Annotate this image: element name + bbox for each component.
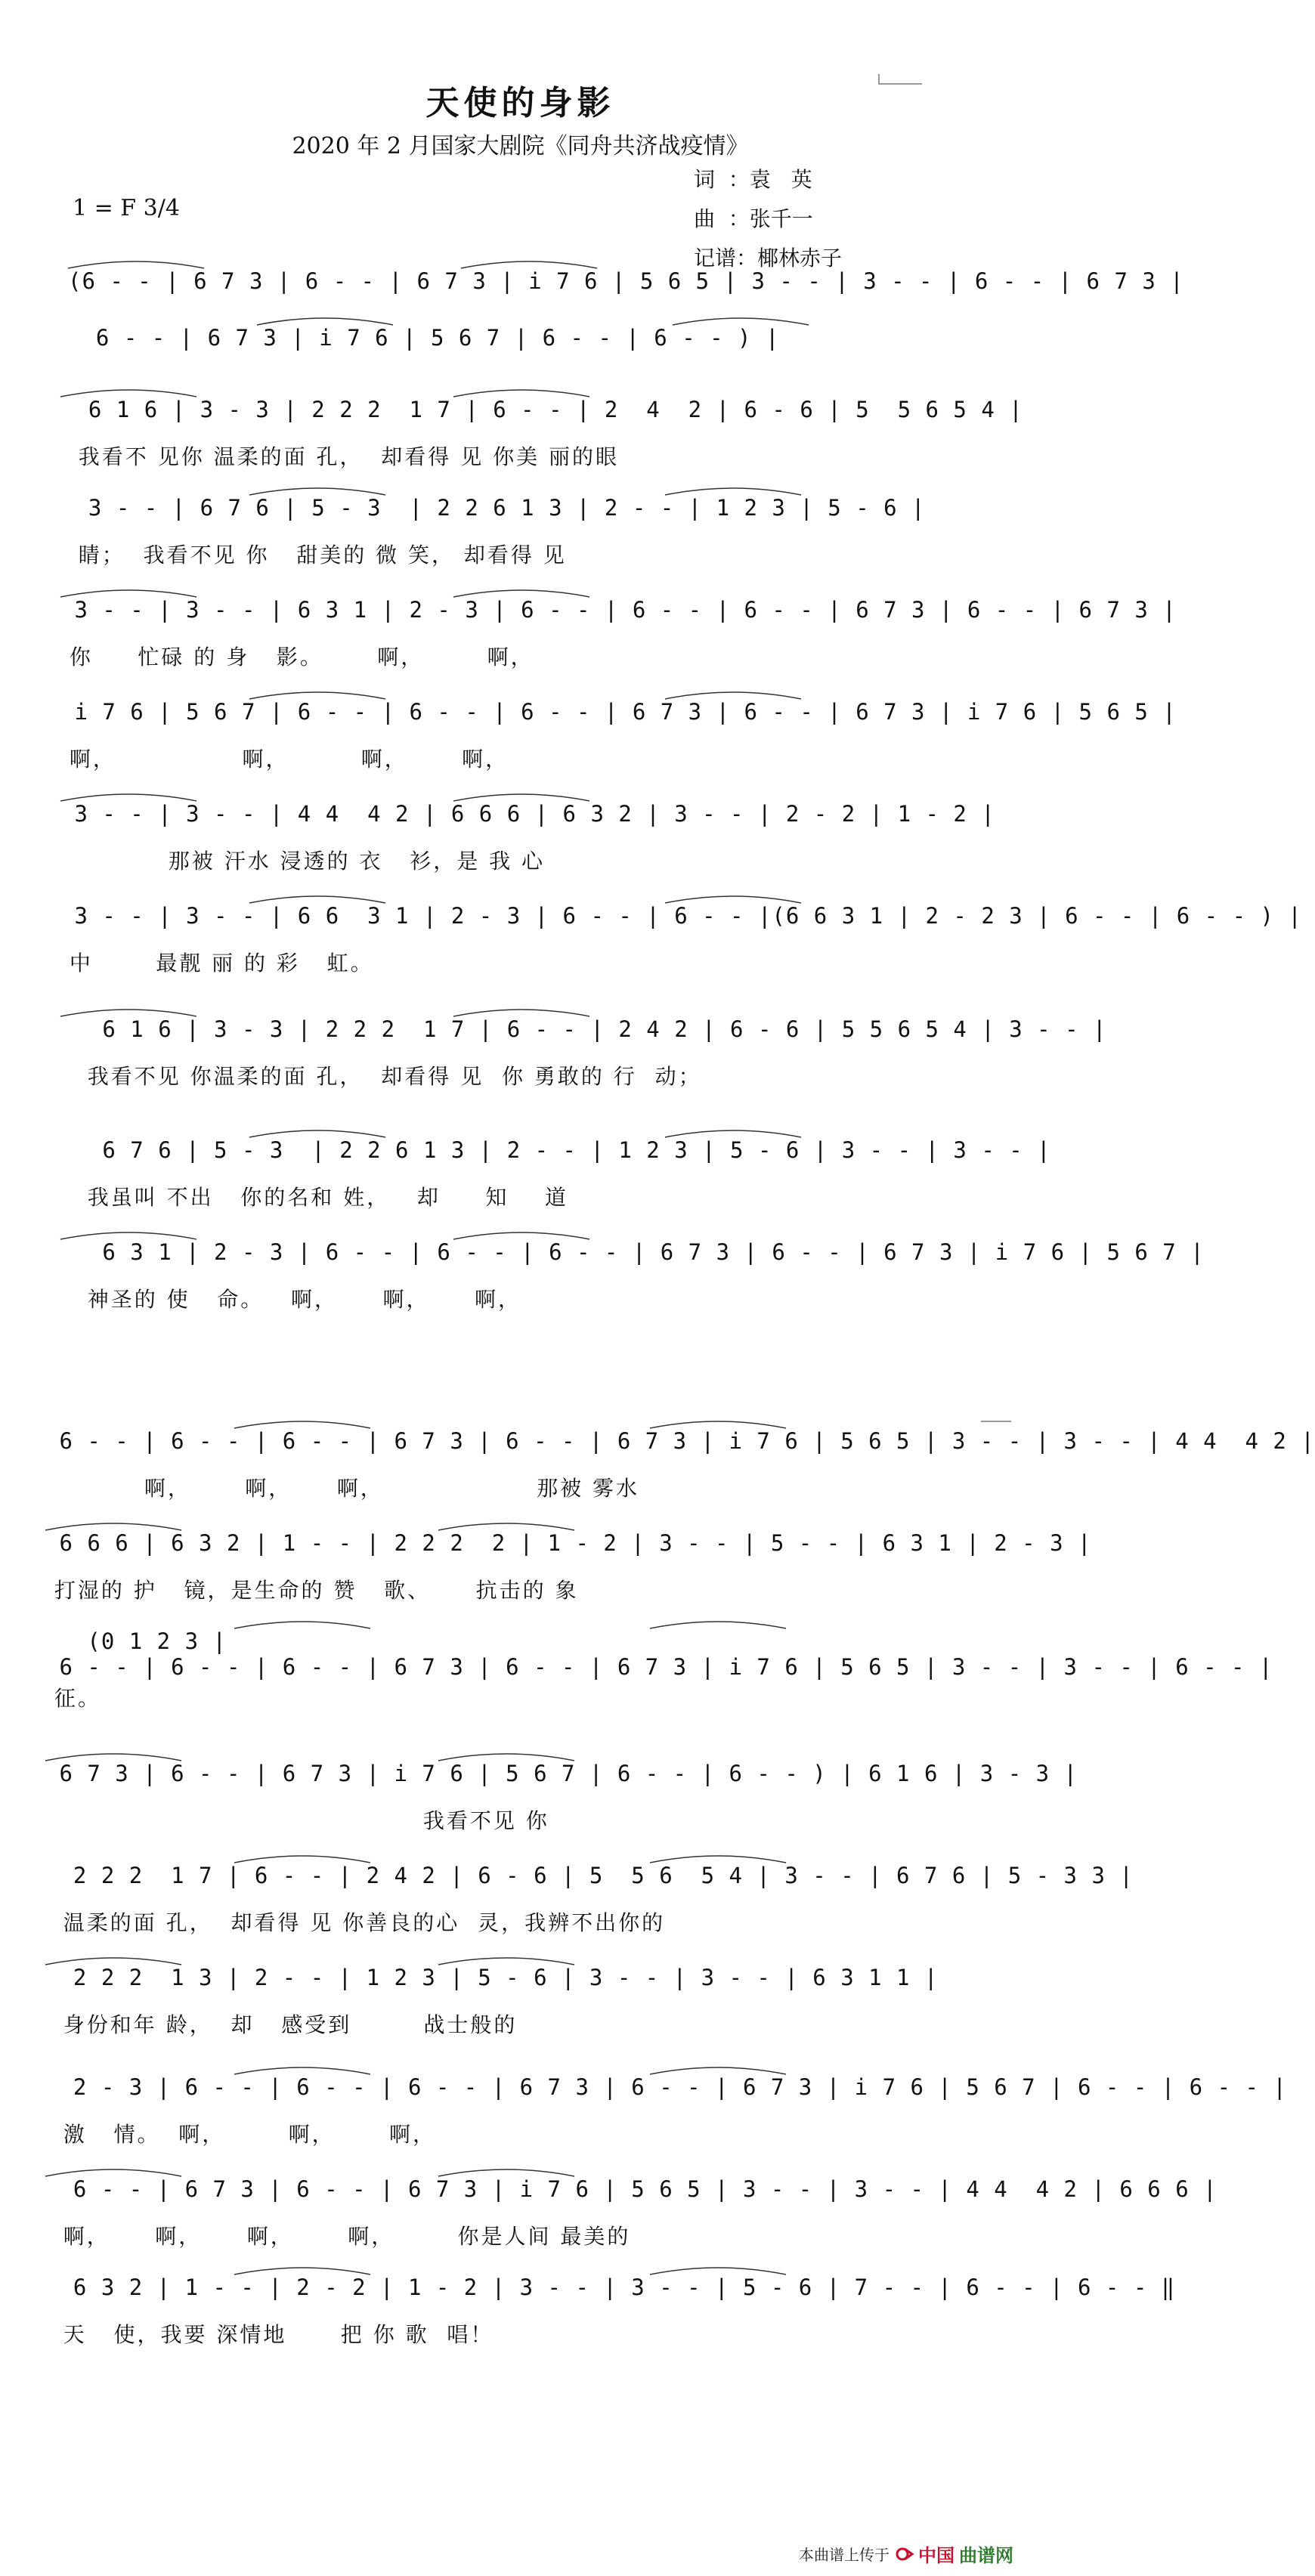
lyrics-line: 温柔的面 孔， 却看得 见 你善良的心 灵，我辨不出你的 [45,1910,666,1935]
composer: 曲 ：张千一 [694,206,813,231]
tie-arcs [60,382,1101,398]
tie-arcs [60,1122,1101,1139]
tie-arcs [45,2259,1086,2276]
notation-line: 6 1 6 | 3 - 3 | 2 2 2 1 7 | 6 - - | 2 4 2 | 6 - 6 | 5 5 6 5 4 | 3 - - | [60,1016,1107,1042]
lyrics-line: 神圣的 使 命。 啊， 啊， 啊， [60,1287,522,1312]
lyrics-line: 天 使，我要 深情地 把 你 歌 唱！ [45,2322,494,2347]
notation-line: 6 3 1 | 2 - 3 | 6 - - | 6 - - | 6 - - | 6 7 3 | 6 - - | 6 7 3 | i 7 6 | 5 6 7 | [60,1239,1205,1265]
notation-line: 3 - - | 3 - - | 6 6 3 1 | 2 - 3 | 6 - - | 6 - - |(6 6 3 1 | 2 - 2 3 | 6 - - | 6 - - ) | [60,903,1302,929]
tie-arc [249,896,385,903]
notation-line: 6 3 2 | 1 - - | 2 - 2 | 1 - 2 | 3 - - | 3 - - | 5 - 6 | 7 - - | 6 - - | 6 - - ‖ [45,2274,1176,2300]
song-title: 天使的身影 [425,84,615,122]
lyrics-line: 我看不 见你 温柔的面 孔， 却看得 见 你美 丽的眼 [60,444,620,469]
tie-arcs [60,888,1101,905]
song-subtitle: 2020 年 2 月国家大剧院《同舟共济战疫情》 [292,133,749,159]
tie-arcs [60,684,1101,700]
lyrics-line: 打湿的 护 镜，是生命的 赞 歌、 抗击的 象 [45,1578,579,1603]
tie-arcs [68,310,1109,326]
lyrics-line: 我看不见 你温柔的面 孔， 却看得 见 你 勇敢的 行 动； [60,1064,702,1089]
lyrics-line: 啊， 啊， 啊， 啊， [60,747,509,772]
lyrics-line: 身份和年 龄， 却 感受到 战士般的 [45,2012,518,2037]
tie-arcs [60,786,1101,802]
tie-arc [45,2169,181,2176]
site-name-red: 中国 [918,2545,955,2566]
tie-arc [461,261,597,268]
tie-arcs [45,1848,1086,1864]
tie-arcs [45,1413,1086,1430]
lyrics-line: 睛； 我看不见 你 甜美的 微 笑， 却看得 见 [60,543,567,567]
tie-arc [234,2268,370,2274]
tie-arc [665,896,801,903]
lyrics-line: 激 情。 啊， 啊， 啊， [45,2122,437,2147]
tie-arc [249,488,385,495]
notation-line: 6 7 3 | 6 - - | 6 7 3 | i 7 6 | 5 6 7 | 6 - - | 6 - - ) | 6 1 6 | 3 - 3 | [45,1761,1078,1786]
tie-arc [68,261,204,268]
notation-line: 2 - 3 | 6 - - | 6 - - | 6 - - | 6 7 3 | 6 - - | 6 7 3 | i 7 6 | 5 6 7 | 6 - - | 6 - - | [45,2074,1287,2100]
tie-arc [438,1754,574,1761]
notation-line: 6 - - | 6 7 3 | i 7 6 | 5 6 7 | 6 - - | 6 - - ) | [68,325,780,351]
tie-arc [45,1754,181,1761]
key-signature: 1 = F 3/4 [73,195,180,221]
tie-arc [650,1856,786,1863]
lyrics-line: 那被 汗水 浸透的 衣 衫，是 我 心 [60,849,546,874]
site-name-green: 曲谱网 [959,2545,1013,2566]
tie-arc [665,692,801,699]
tie-arc [665,488,801,495]
tie-arc [234,1856,370,1863]
lyrics-line: 征。 [54,1686,101,1711]
tie-arc [650,1421,786,1428]
lyrics-line: 我看不见 你 [45,1808,549,1833]
tie-arcs [45,1950,1086,1966]
tie-arcs [45,2161,1086,2178]
tie-arcs [60,1224,1101,1241]
tie-arc [673,318,809,325]
tie-arc [665,1130,801,1137]
tie-arc [453,1010,589,1016]
lyrics-line: 啊， 啊， 啊， 啊， 你是人间 最美的 [45,2224,631,2249]
notation-line: 3 - - | 3 - - | 4 4 4 2 | 6 6 6 | 6 3 2 | 3 - - | 2 - 2 | 1 - 2 | [60,801,995,827]
notation-line: i 7 6 | 5 6 7 | 6 - - | 6 - - | 6 - - | 6 7 3 | 6 - - | 6 7 3 | i 7 6 | 5 6 5 | [60,699,1177,725]
lyrics-line: 啊， 啊， 啊， 那被 雾水 [45,1476,640,1501]
tie-arcs [45,1613,1086,1630]
notation-line: (0 1 2 3 | 6 - - | 6 - - | 6 - - | 6 7 3 | 6 - - | 6 7 3 | i 7 6 | 5 6 5 | 3 - - | 3 - - | 6 - - | [59,1628,1273,1680]
tie-arc [249,692,385,699]
tie-arcs [45,1746,1086,1762]
tie-arcs [60,582,1101,598]
tie-arc [60,794,196,801]
tie-arc [438,1958,574,1965]
tie-arc [249,1130,385,1137]
notation-line: 6 6 6 | 6 3 2 | 1 - - | 2 2 2 2 | 1 - 2 | 3 - - | 5 - - | 6 3 1 | 2 - 3 | [45,1530,1092,1556]
tie-arc [234,2067,370,2074]
tie-arc [234,1622,370,1628]
upload-text: 本曲谱上传于 [799,2546,890,2564]
tie-arc [45,1958,181,1965]
notation-line: 2 2 2 1 7 | 6 - - | 2 4 2 | 6 - 6 | 5 5 6 5 4 | 3 - - | 6 7 6 | 5 - 3 3 | [45,1863,1134,1888]
page-break-mark [981,1421,1011,1422]
lyrics-line: 你 忙碌 的 身 影。 啊， 啊， [60,645,534,670]
tie-arc [650,1622,786,1628]
lyricist: 词 ：袁 英 [694,167,812,192]
lyrics-line: 中 最靓 丽 的 彩 虹。 [60,951,374,976]
tie-arc [257,318,393,325]
lyrics-line: 我虽叫 不出 你的名和 姓， 却 知 道 [60,1185,569,1210]
notation-line: (6 - - | 6 7 3 | 6 - - | 6 7 3 | i 7 6 | 5 6 5 | 3 - - | 3 - - | 6 - - | 6 7 3 | [68,268,1184,294]
tie-arc [45,1523,181,1530]
notation-line: 3 - - | 3 - - | 6 3 1 | 2 - 3 | 6 - - | 6 - - | 6 - - | 6 7 3 | 6 - - | 6 7 3 | [60,597,1177,623]
notation-line: 6 7 6 | 5 - 3 | 2 2 6 1 3 | 2 - - | 1 2 3 | 5 - 6 | 3 - - | 3 - - | [60,1137,1051,1163]
tie-arc [234,1421,370,1428]
tie-arcs [60,1001,1101,1018]
notation-line: 2 2 2 1 3 | 2 - - | 1 2 3 | 5 - 6 | 3 - - | 3 - - | 6 3 1 1 | [45,1965,939,1990]
tie-arc [650,2268,786,2274]
tie-arc [438,2169,574,2176]
tie-arc [60,590,196,597]
tie-arcs [60,480,1101,496]
tie-arc [453,1232,589,1239]
transcriber: 记谱：椰林赤子 [694,246,843,271]
tie-arc [453,390,589,397]
tie-arc [60,390,196,397]
tie-arc [453,590,589,597]
site-logo-icon [894,2546,914,2562]
tie-arc [60,1232,196,1239]
tie-arc [438,1523,574,1530]
tie-arc [453,794,589,801]
tie-arc [650,2067,786,2074]
notation-line: 6 - - | 6 7 3 | 6 - - | 6 7 3 | i 7 6 | 5 6 5 | 3 - - | 3 - - | 4 4 4 2 | 6 6 6 | [45,2176,1218,2202]
tie-arc [60,1010,196,1016]
notation-line: 6 - - | 6 - - | 6 - - | 6 7 3 | 6 - - | 6 7 3 | i 7 6 | 5 6 5 | 3 - - | 3 - - | 4 4 4 2 | [45,1428,1315,1454]
tie-arcs [45,1515,1086,1532]
tie-arcs [68,253,1109,270]
footer [799,2540,1013,2567]
tie-arcs [45,2059,1086,2076]
notation-line: 6 1 6 | 3 - 3 | 2 2 2 1 7 | 6 - - | 2 4 2 | 6 - 6 | 5 5 6 5 4 | [60,397,1023,422]
credits [694,160,842,278]
notation-line: 3 - - | 6 7 6 | 5 - 3 | 2 2 6 1 3 | 2 - - | 1 2 3 | 5 - 6 | [60,495,926,521]
